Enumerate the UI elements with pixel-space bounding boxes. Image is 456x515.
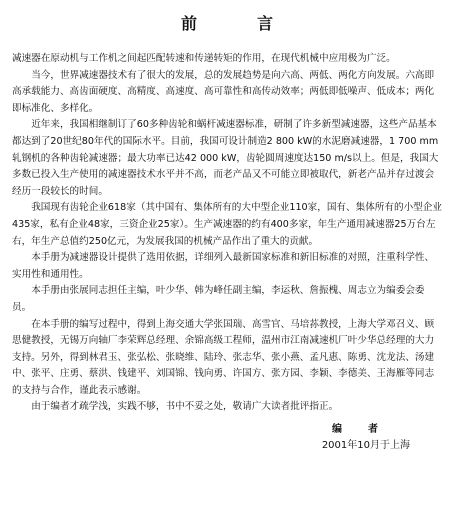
editor-signature: 编 者 [332, 424, 386, 436]
paragraph-7: 在本手册的编写过程中，得到上海交通大学张国瑞、高雪官、马培荪教授，上海大学邓召义、顾思健教授，无锡万向轴厂李荣辉总经理、余锦高级工程师，温州市江南减速机厂叶少华总经理的大力支持。另外，得到林君玉、张弘松、张晓维、陆玲、张志华、张小燕、孟凡惠、陈勇、沈龙法、汤建中、张平、庄勇、蔡洪、钱建平、刘国锦、钱向勇、许国方、张方园、李颖、李德美、王海雁等同志的支持与合作，谨此表示感谢。 [12, 318, 435, 396]
paragraph-3: 近年来，我国相继制订了60多种齿轮和蜗杆减速器标准，研制了许多新型减速器，这些产品基本都达到了20世纪80年代的国际水平。目前，我国可设计制造2 800 kW的水泥磨减速器，1 700 mm轧钢机的各种齿轮减速器；最大功率已达42 000 kW，齿轮圆周速度达150 m/s以上。但是，我国大多数已投入生产使用的减速器技术水平并不高，而老产品又不可能立即被取代，新老产品并存过渡会经历一段较长的时间。 [12, 119, 439, 197]
paragraph-2: 当今，世界减速器技术有了很大的发展，总的发展趋势是向六高、两低、两化方向发展。六高即高承载能力、高齿面硬度、高精度、高速度、高可靠性和高传动效率；两低即低噪声、低成本；两化即标准化、多样化。 [12, 69, 435, 114]
paragraph-8: 由于编者才疏学浅，实践不够，书中不妥之处，敬请广大读者批评指正。 [31, 401, 339, 413]
paragraph-4: 我国现有齿轮企业618家（其中国有、集体所有的大中型企业110家，国有、集体所有的小型企业435家，私有企业48家，三资企业25家）。生产减速器的约有400多家，年生产通用减速器25万台左右，年生产总值约250亿元，为发展我国的机械产品作出了重大的贡献。 [12, 202, 442, 247]
page-title: 前 言 [180, 14, 295, 33]
signature-date: 2001年10月于上海 [321, 440, 410, 452]
paragraph-1: 减速器在原动机与工作机之间起匹配转速和传递转矩的作用，在现代机械中应用极为广泛。 [12, 53, 396, 64]
paragraph-6: 本手册由张展同志担任主编，叶少华、韩为峰任副主编，李运秋、詹振槐、周志立为编委会委员。 [12, 285, 425, 313]
paragraph-5: 本手册为减速器设计提供了选用依据，详细列入最新国家标准和新旧标准的对照，注重科学性、实用性和通用性。 [12, 252, 435, 280]
